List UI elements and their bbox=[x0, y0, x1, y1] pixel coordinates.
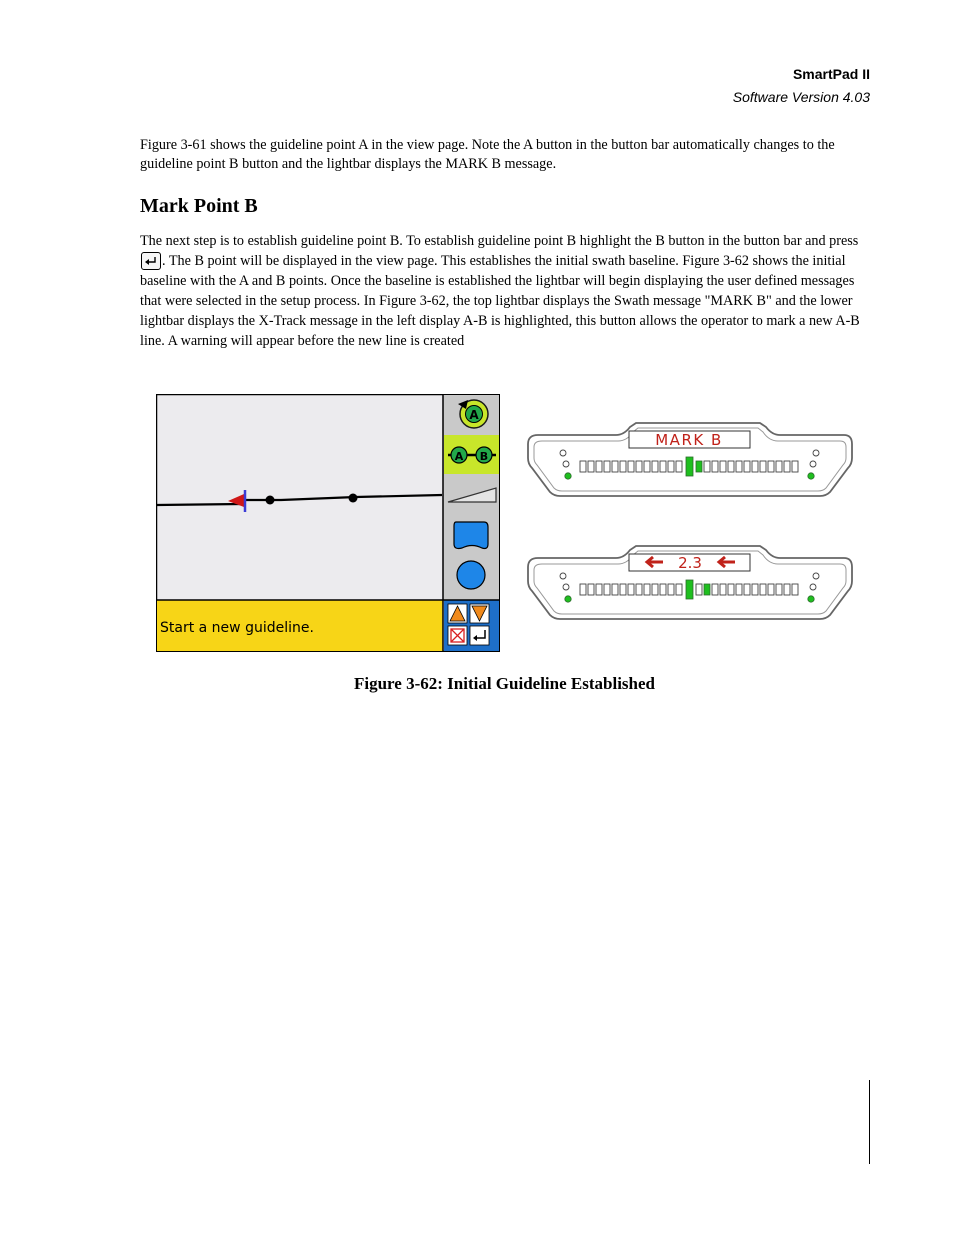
button-a-label: A bbox=[469, 408, 479, 422]
page-margin-rule bbox=[869, 1080, 870, 1164]
lightbar-top bbox=[526, 422, 856, 498]
figure-caption: Figure 3-62: Initial Guideline Established bbox=[353, 674, 655, 693]
down-arrow-button[interactable] bbox=[470, 604, 489, 623]
up-arrow-button[interactable] bbox=[448, 604, 467, 623]
section-heading: Mark Point B bbox=[140, 195, 258, 217]
curve-pattern-button[interactable] bbox=[454, 522, 488, 549]
cancel-button[interactable] bbox=[448, 626, 467, 645]
body-before-key: The next step is to establish guideline point B. To establish guideline point B highlight the B button in the button bar and press bbox=[140, 233, 859, 249]
header-subtitle: Software Version 4.03 bbox=[732, 89, 870, 105]
button-ab-label-b: B bbox=[479, 450, 489, 463]
lightbar-bottom bbox=[526, 545, 856, 623]
header-title: SmartPad II bbox=[792, 66, 870, 82]
circle-pattern-button[interactable] bbox=[457, 561, 485, 589]
section-paragraph bbox=[140, 231, 868, 351]
enter-key-icon bbox=[141, 252, 161, 270]
button-ab-label-a: A bbox=[454, 450, 464, 463]
body-after-key: . The B point will be displayed in the view page. This establishes the initial swath baseline. Figure 3-62 shows the initial baseline with the A and B points. Once the baseline is established the lightbar will begin displaying the user defined messages that were selected in the setup process. In Figure 3-62, the top lightbar displays the Swath message "MARK B" and the lower lightbar displays the X-Track message in the left display A-B is highlighted, this button allows the operator to mark a new A-B line. A warning will appear before the new line is created bbox=[140, 253, 860, 349]
intro-paragraph: Figure 3-61 shows the guideline point A in the view page. Note the A button in the button bar automatically changes to the guideline point B button and the lightbar displays the MARK B message. bbox=[140, 137, 835, 172]
status-message: Start a new guideline. bbox=[160, 620, 314, 636]
point-a-marker bbox=[266, 496, 275, 505]
ab-line-button[interactable] bbox=[444, 435, 499, 474]
lightbar-top-message: MARK B bbox=[655, 431, 723, 449]
enter-button[interactable] bbox=[470, 626, 489, 645]
point-b-marker bbox=[349, 494, 358, 503]
view-page-screen bbox=[156, 394, 500, 652]
lightbar-bottom-value: 2.3 bbox=[678, 554, 702, 572]
